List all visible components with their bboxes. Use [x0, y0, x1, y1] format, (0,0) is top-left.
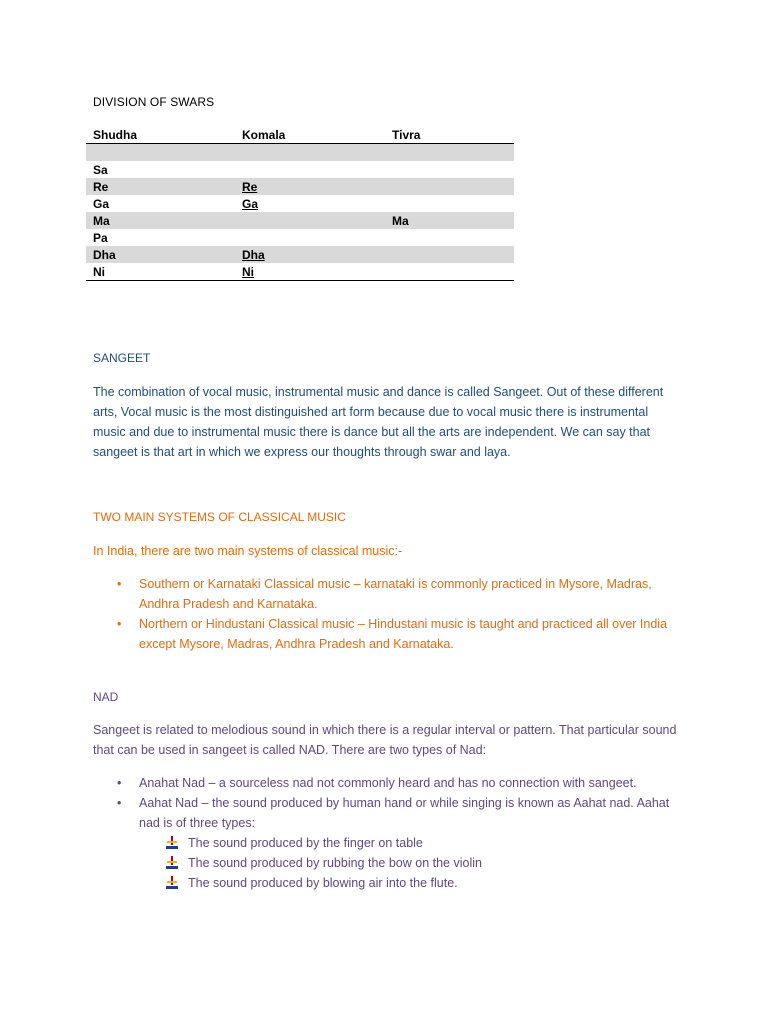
- cell-komala: [235, 212, 385, 229]
- sub-list-item: [164, 853, 685, 873]
- sub-list-item-text: The sound produced by the finger on table: [188, 836, 423, 850]
- cell-tivra: [385, 195, 514, 212]
- sub-list-item-text: The sound produced by blowing air into the flute.: [188, 876, 458, 890]
- swars-table: [86, 126, 514, 281]
- cell-tivra: [385, 246, 514, 263]
- list-item: [115, 793, 685, 893]
- bullet-icon: •: [117, 577, 122, 591]
- list-item-text: Anahat Nad – a sourceless nad not commonly heard and has no connection with sangeet.: [139, 776, 637, 790]
- cell-komala: [235, 229, 385, 246]
- swars-heading: DIVISION OF SWARS: [93, 95, 215, 109]
- bullet-icon: •: [117, 776, 122, 790]
- sub-list-item-text: The sound produced by rubbing the bow on the violin: [188, 856, 482, 870]
- list-item: [115, 574, 685, 614]
- nad-list: [115, 773, 685, 893]
- list-item: [115, 773, 685, 793]
- cell-tivra: Ma: [385, 212, 514, 229]
- arrow-bullet-icon: [164, 856, 180, 870]
- header-komala: Komala: [235, 126, 385, 144]
- sub-list-item: [164, 873, 685, 893]
- nad-paragraph: Sangeet is related to melodious sound in which there is a regular interval or pattern. That particular sound that can be used in sangeet is called NAD. There are two types of Nad:: [93, 723, 677, 757]
- systems-list: [115, 574, 685, 654]
- systems-intro: In India, there are two main systems of classical music:-: [93, 544, 403, 558]
- table-row: [86, 161, 514, 178]
- systems-heading: TWO MAIN SYSTEMS OF CLASSICAL MUSIC: [93, 510, 346, 524]
- cell-komala: [235, 161, 385, 178]
- bullet-icon: •: [117, 796, 122, 810]
- cell-shudha: Ma: [86, 212, 235, 229]
- cell-tivra: [385, 144, 514, 162]
- header-tivra: Tivra: [385, 126, 514, 144]
- cell-shudha: Sa: [93, 162, 108, 177]
- cell-tivra: [385, 178, 514, 195]
- table-row: [86, 229, 514, 246]
- table-row: [86, 178, 514, 195]
- list-item: [115, 614, 685, 654]
- cell-komala: Dha: [235, 246, 385, 263]
- sub-list-item: [164, 833, 685, 853]
- cell-shudha: Re: [86, 178, 235, 195]
- cell-shudha: Pa: [93, 230, 108, 245]
- list-item-text: Aahat Nad – the sound produced by human hand or while singing is known as Aahat nad. Aahat nad is of three types:: [139, 796, 670, 830]
- cell-shudha: Dha: [86, 246, 235, 263]
- arrow-bullet-icon: [164, 836, 180, 850]
- cell-shudha: Ga: [93, 196, 110, 211]
- cell-komala: [235, 144, 385, 162]
- table-row: [86, 212, 514, 229]
- bullet-icon: •: [117, 617, 122, 631]
- cell-shudha: [86, 144, 235, 162]
- cell-tivra: [385, 161, 514, 178]
- cell-komala: Re: [235, 178, 385, 195]
- sangeet-heading: SANGEET: [93, 351, 151, 365]
- header-shudha: Shudha: [86, 126, 235, 144]
- cell-shudha: Ni: [86, 263, 235, 281]
- table-header-row: [86, 126, 514, 144]
- list-item-text: Southern or Karnataki Classical music – karnataki is commonly practiced in Mysore, Madras, Andhra Pradesh and Karnataka.: [139, 577, 652, 611]
- cell-komala: Ni: [235, 263, 385, 281]
- nad-heading: NAD: [93, 690, 119, 704]
- cell-tivra: [385, 229, 514, 246]
- nad-sub-list: [139, 833, 685, 893]
- table-row: [86, 263, 514, 281]
- cell-komala: Ga: [242, 196, 259, 211]
- sangeet-paragraph: The combination of vocal music, instrumental music and dance is called Sangeet. Out of these different arts, Vocal music is the most distinguished art form because due to vocal music there is instrumental music and due to instrumental music there is dance but all the arts are independent. We can say that sangeet is that art in which we express our thoughts through swar and laya.: [93, 385, 664, 459]
- list-item-text: Northern or Hindustani Classical music – Hindustani music is taught and practiced all over India except Mysore, Madras, Andhra Pradesh and Karnataka.: [139, 617, 668, 651]
- table-row: [86, 195, 514, 212]
- arrow-bullet-icon: [164, 876, 180, 890]
- cell-tivra: [385, 263, 514, 281]
- table-row: [86, 144, 514, 162]
- table-row: [86, 246, 514, 263]
